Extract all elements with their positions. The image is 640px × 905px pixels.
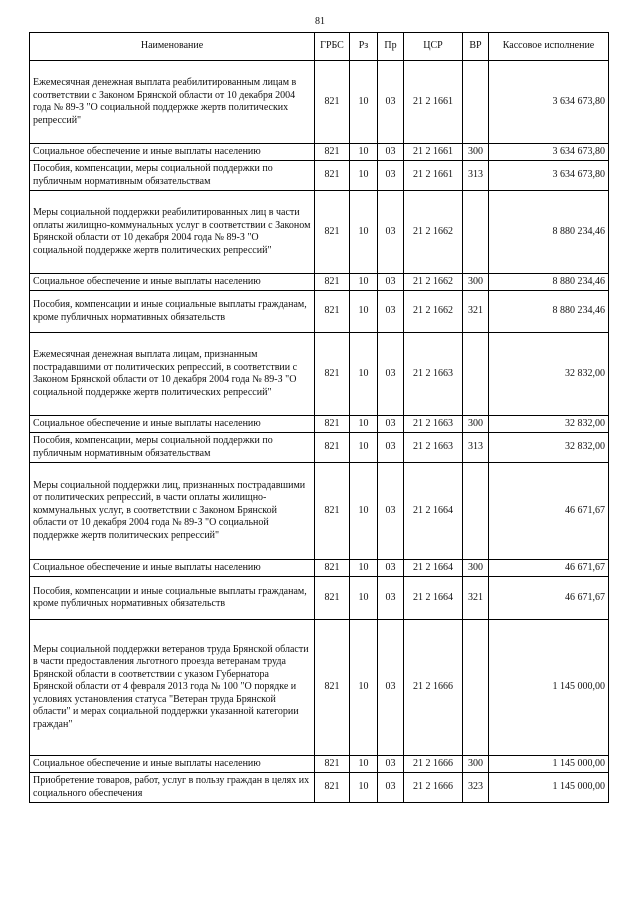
row-grbs: 821 bbox=[315, 620, 350, 756]
row-vr: 323 bbox=[463, 773, 489, 803]
row-csr: 21 2 1663 bbox=[404, 333, 463, 416]
row-name: Меры социальной поддержки лиц, признанных пострадавшими от политических репрессий, в части оплаты жилищно-коммунальных услуг, в соответствии с Законом Брянской области от 10 декабря 2004 года № 89-З "О социальной поддержке жертв политических репрессий" bbox=[30, 463, 315, 560]
row-csr: 21 2 1666 bbox=[404, 620, 463, 756]
row-csr: 21 2 1661 bbox=[404, 61, 463, 144]
row-pr: 03 bbox=[378, 577, 404, 620]
row-pr: 03 bbox=[378, 161, 404, 191]
table-row bbox=[30, 433, 609, 463]
row-csr: 21 2 1664 bbox=[404, 463, 463, 560]
row-name: Ежемесячная денежная выплата лицам, признанным пострадавшими от политических репрессий, в соответствии с Законом Брянской области от 10 декабря 2004 года № 89-З "О социальной поддержке жертв политических репрессий" bbox=[30, 333, 315, 416]
row-amount: 8 880 234,46 bbox=[489, 291, 609, 333]
row-amount: 8 880 234,46 bbox=[489, 274, 609, 291]
row-grbs: 821 bbox=[315, 161, 350, 191]
table-row bbox=[30, 161, 609, 191]
row-pr: 03 bbox=[378, 773, 404, 803]
row-vr bbox=[463, 333, 489, 416]
row-grbs: 821 bbox=[315, 577, 350, 620]
row-csr: 21 2 1666 bbox=[404, 756, 463, 773]
row-rz: 10 bbox=[350, 620, 378, 756]
row-vr bbox=[463, 620, 489, 756]
row-rz: 10 bbox=[350, 291, 378, 333]
table-row bbox=[30, 291, 609, 333]
row-vr bbox=[463, 61, 489, 144]
table-row bbox=[30, 577, 609, 620]
table-row bbox=[30, 620, 609, 756]
row-amount: 46 671,67 bbox=[489, 577, 609, 620]
row-grbs: 821 bbox=[315, 291, 350, 333]
row-rz: 10 bbox=[350, 560, 378, 577]
row-grbs: 821 bbox=[315, 333, 350, 416]
row-rz: 10 bbox=[350, 333, 378, 416]
row-name: Социальное обеспечение и иные выплаты населению bbox=[30, 560, 315, 577]
row-vr: 300 bbox=[463, 560, 489, 577]
header-csr: ЦСР bbox=[404, 33, 463, 61]
row-csr: 21 2 1662 bbox=[404, 291, 463, 333]
row-amount: 32 832,00 bbox=[489, 433, 609, 463]
row-pr: 03 bbox=[378, 333, 404, 416]
row-vr: 300 bbox=[463, 144, 489, 161]
table-row bbox=[30, 61, 609, 144]
table-row bbox=[30, 560, 609, 577]
table-row bbox=[30, 416, 609, 433]
table-row bbox=[30, 191, 609, 274]
row-name: Пособия, компенсации и иные социальные выплаты гражданам, кроме публичных нормативных обязательств bbox=[30, 577, 315, 620]
row-pr: 03 bbox=[378, 416, 404, 433]
row-csr: 21 2 1661 bbox=[404, 161, 463, 191]
row-grbs: 821 bbox=[315, 560, 350, 577]
row-rz: 10 bbox=[350, 144, 378, 161]
header-name: Наименование bbox=[30, 33, 315, 61]
row-rz: 10 bbox=[350, 463, 378, 560]
row-vr bbox=[463, 463, 489, 560]
row-csr: 21 2 1663 bbox=[404, 416, 463, 433]
header-pr: Пр bbox=[378, 33, 404, 61]
row-pr: 03 bbox=[378, 756, 404, 773]
row-csr: 21 2 1664 bbox=[404, 577, 463, 620]
page-number: 81 bbox=[315, 16, 325, 27]
row-name: Меры социальной поддержки ветеранов труда Брянской области в части предоставления льготного проезда ветеранам труда Брянской области в соответствии с указом Губернатора Брянской области от 4 февраля 2013 года № 100 "О порядке и условиях установления статуса "Ветеран труда Брянской области" и мерах социальной поддержки указанной категории граждан" bbox=[30, 620, 315, 756]
row-csr: 21 2 1662 bbox=[404, 274, 463, 291]
row-grbs: 821 bbox=[315, 274, 350, 291]
row-name: Пособия, компенсации, меры социальной поддержки по публичным нормативным обязательствам bbox=[30, 161, 315, 191]
row-rz: 10 bbox=[350, 191, 378, 274]
row-name: Социальное обеспечение и иные выплаты населению bbox=[30, 274, 315, 291]
row-grbs: 821 bbox=[315, 773, 350, 803]
row-name: Меры социальной поддержки реабилитированных лиц в части оплаты жилищно-коммунальных услуг в соответствии с Законом Брянской области от 10 декабря 2004 года № 89-З "О социальной поддержке жертв политических репрессий" bbox=[30, 191, 315, 274]
header-vr: ВР bbox=[463, 33, 489, 61]
row-vr: 300 bbox=[463, 756, 489, 773]
table-header-row bbox=[30, 33, 609, 61]
row-amount: 32 832,00 bbox=[489, 416, 609, 433]
row-grbs: 821 bbox=[315, 61, 350, 144]
row-pr: 03 bbox=[378, 191, 404, 274]
row-amount: 3 634 673,80 bbox=[489, 61, 609, 144]
row-pr: 03 bbox=[378, 433, 404, 463]
table-row bbox=[30, 773, 609, 803]
row-vr: 321 bbox=[463, 577, 489, 620]
table-row bbox=[30, 144, 609, 161]
row-grbs: 821 bbox=[315, 191, 350, 274]
row-rz: 10 bbox=[350, 756, 378, 773]
row-csr: 21 2 1666 bbox=[404, 773, 463, 803]
header-amount: Кассовое исполнение bbox=[489, 33, 609, 61]
row-name: Социальное обеспечение и иные выплаты населению bbox=[30, 144, 315, 161]
row-pr: 03 bbox=[378, 620, 404, 756]
row-amount: 32 832,00 bbox=[489, 333, 609, 416]
header-grbs: ГРБС bbox=[315, 33, 350, 61]
row-grbs: 821 bbox=[315, 433, 350, 463]
row-amount: 46 671,67 bbox=[489, 463, 609, 560]
row-csr: 21 2 1661 bbox=[404, 144, 463, 161]
row-name: Пособия, компенсации, меры социальной поддержки по публичным нормативным обязательствам bbox=[30, 433, 315, 463]
row-amount: 1 145 000,00 bbox=[489, 773, 609, 803]
row-amount: 8 880 234,46 bbox=[489, 191, 609, 274]
row-name: Социальное обеспечение и иные выплаты населению bbox=[30, 416, 315, 433]
row-pr: 03 bbox=[378, 560, 404, 577]
row-amount: 3 634 673,80 bbox=[489, 144, 609, 161]
table-row bbox=[30, 756, 609, 773]
row-csr: 21 2 1663 bbox=[404, 433, 463, 463]
row-pr: 03 bbox=[378, 291, 404, 333]
row-grbs: 821 bbox=[315, 756, 350, 773]
row-rz: 10 bbox=[350, 773, 378, 803]
row-vr bbox=[463, 191, 489, 274]
row-vr: 300 bbox=[463, 416, 489, 433]
row-amount: 1 145 000,00 bbox=[489, 756, 609, 773]
row-pr: 03 bbox=[378, 144, 404, 161]
row-csr: 21 2 1664 bbox=[404, 560, 463, 577]
header-rz: Рз bbox=[350, 33, 378, 61]
row-pr: 03 bbox=[378, 61, 404, 144]
row-csr: 21 2 1662 bbox=[404, 191, 463, 274]
table-row bbox=[30, 274, 609, 291]
table-row bbox=[30, 463, 609, 560]
table-row bbox=[30, 333, 609, 416]
row-name: Приобретение товаров, работ, услуг в пользу граждан в целях их социального обеспечения bbox=[30, 773, 315, 803]
row-rz: 10 bbox=[350, 61, 378, 144]
row-pr: 03 bbox=[378, 274, 404, 291]
budget-table bbox=[29, 32, 609, 803]
row-name: Пособия, компенсации и иные социальные выплаты гражданам, кроме публичных нормативных обязательств bbox=[30, 291, 315, 333]
row-rz: 10 bbox=[350, 416, 378, 433]
row-name: Социальное обеспечение и иные выплаты населению bbox=[30, 756, 315, 773]
row-grbs: 821 bbox=[315, 463, 350, 560]
row-rz: 10 bbox=[350, 161, 378, 191]
row-amount: 46 671,67 bbox=[489, 560, 609, 577]
row-vr: 321 bbox=[463, 291, 489, 333]
row-vr: 300 bbox=[463, 274, 489, 291]
row-vr: 313 bbox=[463, 161, 489, 191]
row-pr: 03 bbox=[378, 463, 404, 560]
row-rz: 10 bbox=[350, 433, 378, 463]
row-amount: 1 145 000,00 bbox=[489, 620, 609, 756]
row-grbs: 821 bbox=[315, 416, 350, 433]
row-rz: 10 bbox=[350, 577, 378, 620]
row-vr: 313 bbox=[463, 433, 489, 463]
row-name: Ежемесячная денежная выплата реабилитированным лицам в соответствии с Законом Брянской области от 10 декабря 2004 года № 89-З "О социальной поддержке жертв политических репрессий" bbox=[30, 61, 315, 144]
row-rz: 10 bbox=[350, 274, 378, 291]
row-amount: 3 634 673,80 bbox=[489, 161, 609, 191]
row-grbs: 821 bbox=[315, 144, 350, 161]
